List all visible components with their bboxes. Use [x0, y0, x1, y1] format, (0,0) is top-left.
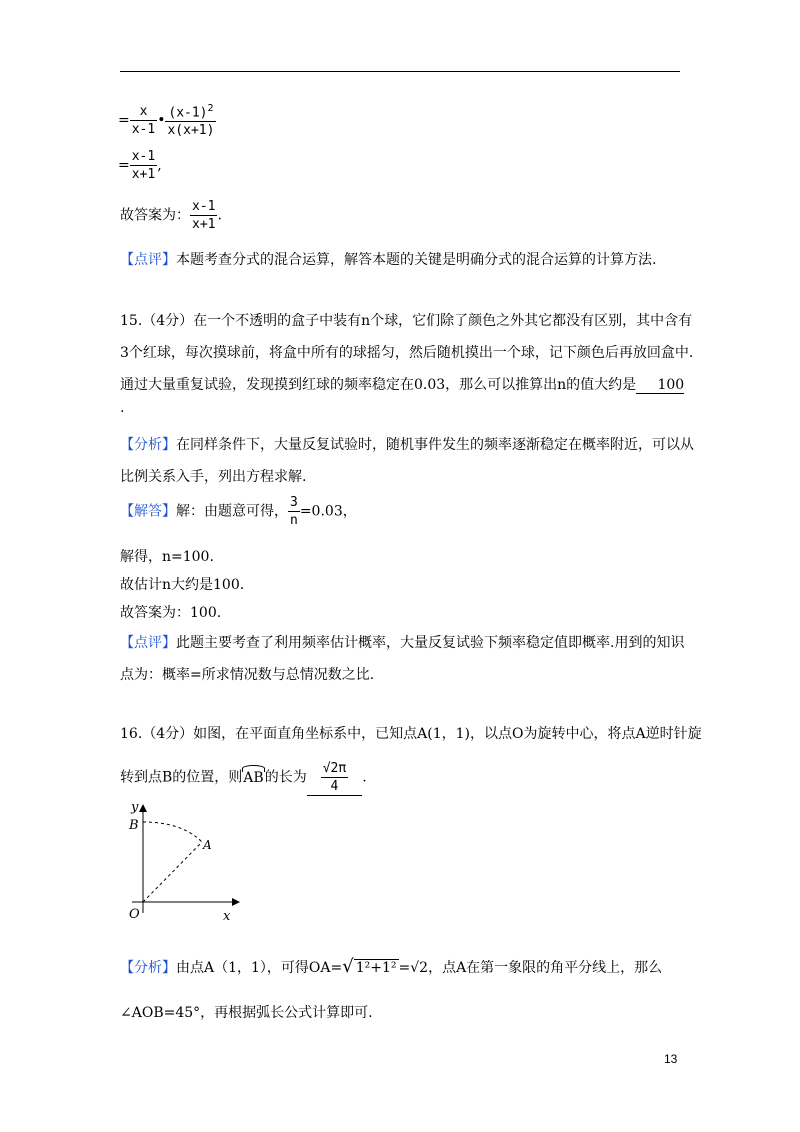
q14-review: 【点评】本题考查分式的混合运算，解答本题的关键是明确分式的混合运算的计算方法. — [120, 252, 657, 268]
analysis-tag: 【分析】 — [120, 960, 176, 976]
x-axis-arrow — [232, 898, 240, 906]
q15-stem-line4: . — [120, 400, 125, 416]
review-tag: 【点评】 — [120, 635, 176, 651]
arc-label: AB — [242, 770, 264, 786]
dot-operator: • — [157, 112, 166, 129]
segment-oa — [143, 842, 202, 902]
q15-solution-line1: 【解答】解：由题意可得， $\frac{3}{n}$ =0.03， — [120, 495, 357, 528]
analysis-tag: 【分析】 — [120, 437, 176, 453]
q15-stem-line1: 15.（4分）在一个不透明的盒子中装有n个球，它们除了颜色之外其它都没有区别，其中含有 — [120, 313, 693, 329]
coordinate-figure — [110, 798, 245, 923]
eq-sign: = — [118, 112, 130, 129]
q16-analysis-line1: 【分析】由点A（1，1），可得OA=√ 1²+1² =√2，点A在第一象限的角平分线上，那么 — [120, 956, 663, 977]
q14-answer: 故答案为： $\frac{x-1}{x+1}$ . — [120, 199, 222, 232]
page-number: 13 — [664, 1052, 678, 1066]
q15-solution-line4: 故答案为：100. — [120, 605, 222, 621]
sqrt-expression: √ 1²+1² — [342, 956, 397, 977]
label-o: O — [129, 907, 140, 922]
y-axis-arrow — [139, 804, 147, 812]
q16-stem-line1: 16.（4分）如图，在平面直角坐标系中，已知点A(1，1)，以点O为旋转中心，将点A逆时针旋 — [120, 726, 702, 742]
fraction: $\frac{x-1}{x+1}$ — [131, 149, 156, 182]
q15-solution-line3: 故估计n大约是100. — [120, 577, 245, 593]
q15-stem-line3: 通过大量重复试验，发现摸到红球的频率稳定在0.03，那么可以推算出n的值大约是 100 — [120, 377, 685, 393]
label-x: x — [223, 909, 231, 923]
answer-fraction: $\frac{√2\pi}{4}$ — [322, 761, 347, 794]
arc-ab — [143, 822, 202, 842]
q15-solution-line2: 解得，n=100. — [120, 549, 214, 565]
answer-fraction: $\frac{x-1}{x+1}$ — [192, 199, 216, 232]
review-tag: 【点评】 — [120, 252, 176, 268]
q14-step2: = $\frac{x-1}{x+1}$ , — [118, 149, 162, 182]
q14-step1 — [118, 104, 216, 137]
label-a: A — [203, 838, 212, 852]
q15-analysis-line1: 【分析】在同样条件下，大量反复试验时，随机事件发生的频率逐渐稳定在概率附近，可以从 — [120, 437, 694, 453]
label-b: B — [129, 818, 139, 833]
answer-blank: 100 — [636, 377, 684, 394]
label-y: y — [131, 800, 139, 815]
q16-analysis-line2: ∠AOB=45°，再根据弧长公式计算即可. — [120, 1005, 373, 1021]
q15-review-line1: 【点评】此题主要考查了利用频率估计概率，大量反复试验下频率稳定值即概率.用到的知识 — [120, 635, 685, 651]
fraction: $\frac{x}{x-1}$ — [131, 104, 156, 138]
q15-review-line2: 点为：概率=所求情况数与总情况数之比. — [120, 667, 375, 683]
q15-analysis-line2: 比例关系入手，列出方程求解. — [120, 469, 307, 485]
q15-stem-line2: 3个红球，每次摸球前，将盒中所有的球摇匀，然后随机摸出一个球，记下颜色后再放回盒中. — [120, 345, 694, 361]
solution-tag: 【解答】 — [120, 503, 176, 520]
q16-stem-line2: 转到点B的位置，则 AB的长为 $\frac{√2\pi}{4}$ . — [120, 761, 367, 794]
header-rule — [120, 71, 680, 72]
fraction: $\frac{(x-1)^2}{x(x+1)}$ — [167, 103, 215, 139]
fraction: $\frac{3}{n}$ — [290, 495, 298, 528]
answer-blank — [307, 762, 362, 796]
